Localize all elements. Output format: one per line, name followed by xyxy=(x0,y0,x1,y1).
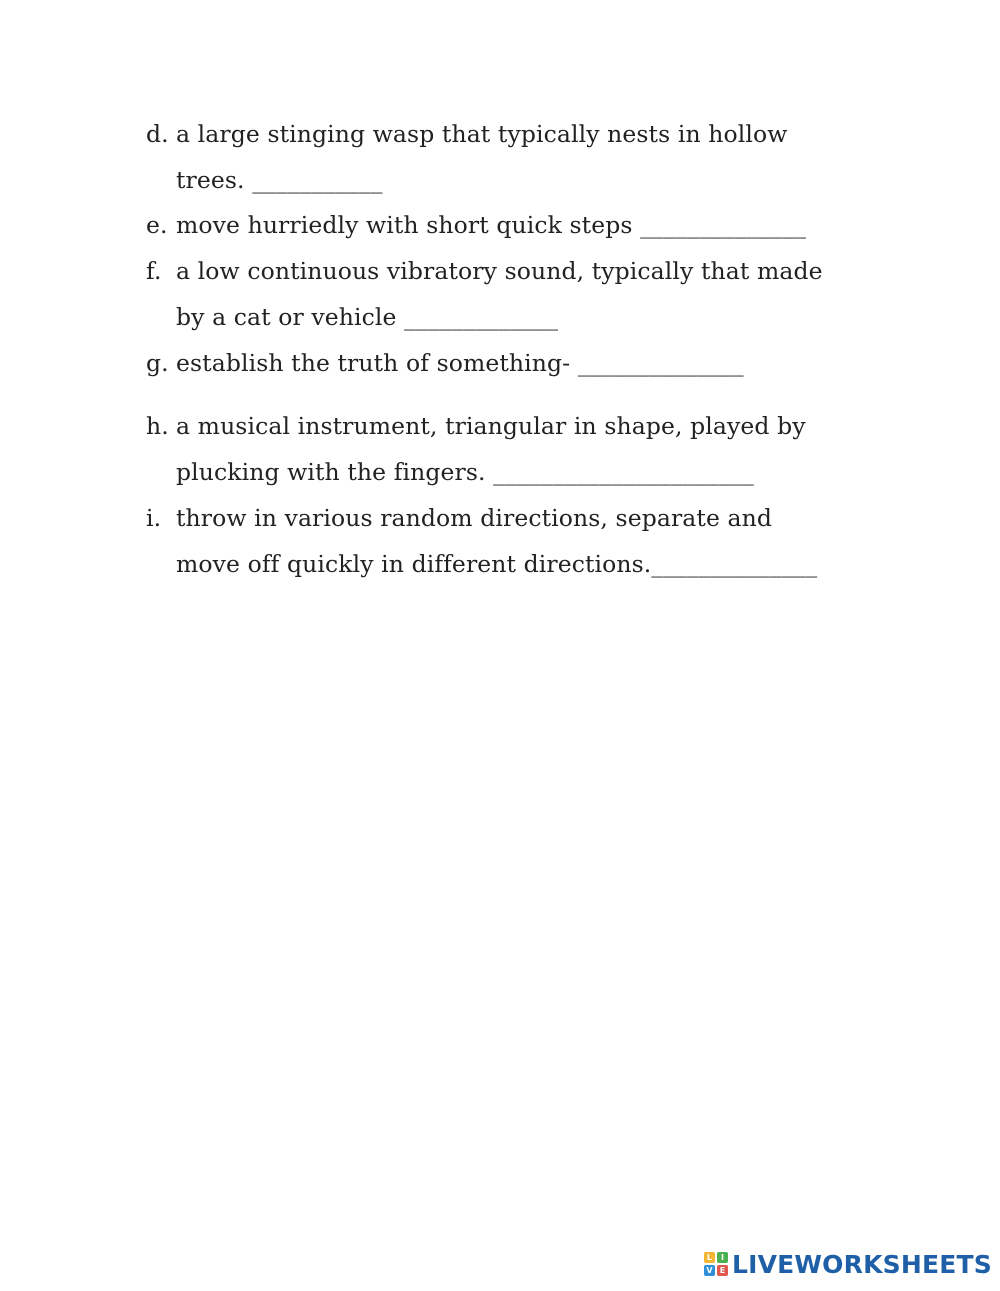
item-letter: e. xyxy=(146,211,168,239)
definition-item-e xyxy=(146,202,886,248)
item-text-line-answer[interactable]: establish the truth of something- ______________ xyxy=(176,349,744,377)
item-text xyxy=(176,202,886,248)
item-letter: h. xyxy=(146,412,169,440)
definition-item-i xyxy=(146,495,886,587)
item-text xyxy=(176,340,886,386)
item-letter: d. xyxy=(146,120,169,148)
item-letter: f. xyxy=(146,257,162,285)
definition-item-g xyxy=(146,340,886,386)
item-text-line: a low continuous vibratory sound, typically that made xyxy=(176,257,823,285)
definition-item-h xyxy=(146,403,886,495)
item-text-line-answer[interactable]: trees. ___________ xyxy=(176,166,383,194)
item-text-line: a large stinging wasp that typically nests in hollow xyxy=(176,120,788,148)
item-letter: i. xyxy=(146,504,162,532)
definition-item-f xyxy=(146,248,886,340)
item-text xyxy=(176,111,886,203)
item-text-line: a musical instrument, triangular in shape, played by xyxy=(176,412,806,440)
item-text-line: throw in various random directions, separate and xyxy=(176,504,773,532)
item-text xyxy=(176,403,886,495)
logo-block: E xyxy=(717,1265,728,1276)
item-text-line-answer[interactable]: move hurriedly with short quick steps ______________ xyxy=(176,211,806,239)
item-text-line-answer[interactable]: move off quickly in different directions.______________ xyxy=(176,550,818,578)
item-text xyxy=(176,495,886,587)
logo-block: I xyxy=(717,1252,728,1263)
definition-item-d xyxy=(146,111,886,203)
logo-block: L xyxy=(704,1252,715,1263)
logo-block: V xyxy=(704,1265,715,1276)
item-text-line-answer[interactable]: plucking with the fingers. ______________________ xyxy=(176,458,754,486)
logo-blocks-icon xyxy=(704,1252,728,1276)
item-text-line-answer[interactable]: by a cat or vehicle _____________ xyxy=(176,303,559,331)
liveworksheets-logo xyxy=(704,1249,992,1279)
item-text xyxy=(176,248,886,340)
item-letter: g. xyxy=(146,349,169,377)
logo-text: LIVEWORKSHEETS xyxy=(731,1249,992,1279)
